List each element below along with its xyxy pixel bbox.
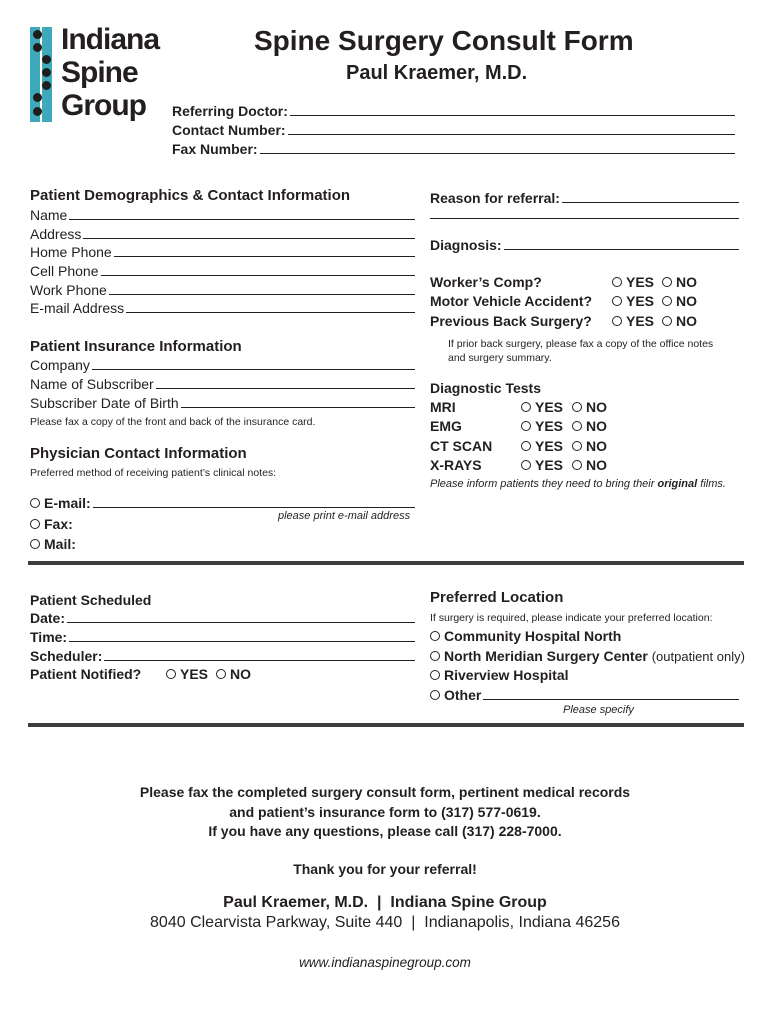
diagnosis-field[interactable]: Diagnosis: <box>430 237 739 253</box>
back-surgery-note: If prior back surgery, please fax a copy of the office notes and surgery summary. <box>448 338 714 364</box>
films-note: Please inform patients they need to bring their original films. <box>430 478 726 490</box>
website-link[interactable]: www.indianaspinegroup.com <box>299 955 471 970</box>
email-address-field[interactable]: E-mail Address <box>30 300 415 316</box>
subscriber-dob-field[interactable]: Subscriber Date of Birth <box>30 395 415 411</box>
radio-icon[interactable] <box>612 316 622 326</box>
footer-address: 8040 Clearvista Parkway, Suite 440 | Indianapolis, Indiana 46256 <box>150 914 620 931</box>
patient-notified-label: Patient Notified? <box>30 666 142 682</box>
radio-icon[interactable] <box>166 669 176 679</box>
test-mri-yes[interactable]: YES <box>521 399 563 415</box>
radio-icon[interactable] <box>216 669 226 679</box>
location-option-other[interactable]: Other <box>430 687 739 703</box>
mva-no[interactable]: NO <box>662 293 697 309</box>
company-field[interactable]: Company <box>30 357 415 373</box>
test-mri-no[interactable]: NO <box>572 399 607 415</box>
radio-icon[interactable] <box>521 402 531 412</box>
radio-icon[interactable] <box>572 441 582 451</box>
location-option-1[interactable]: Community Hospital North <box>430 628 621 644</box>
logo-spine-mark <box>27 27 55 122</box>
fax-option[interactable]: Fax: <box>30 516 73 532</box>
address-field[interactable]: Address <box>30 226 415 242</box>
name-field[interactable]: Name <box>30 207 415 223</box>
location-heading: Preferred Location <box>430 589 564 606</box>
section-divider <box>28 723 744 727</box>
radio-icon[interactable] <box>612 296 622 306</box>
radio-icon[interactable] <box>430 631 440 641</box>
radio-icon[interactable] <box>662 296 672 306</box>
workers-comp-no[interactable]: NO <box>662 274 697 290</box>
other-hint: Please specify <box>563 704 634 716</box>
mva-label: Motor Vehicle Accident? <box>430 293 593 309</box>
doctor-name: Paul Kraemer, M.D. <box>346 62 528 84</box>
test-ct-yes[interactable]: YES <box>521 438 563 454</box>
radio-icon[interactable] <box>521 441 531 451</box>
cell-phone-field[interactable]: Cell Phone <box>30 263 415 279</box>
email-option[interactable]: E-mail: <box>30 495 415 511</box>
time-field[interactable]: Time: <box>30 629 415 645</box>
patient-notified-no[interactable]: NO <box>216 666 251 682</box>
test-ct-no[interactable]: NO <box>572 438 607 454</box>
radio-icon[interactable] <box>662 316 672 326</box>
test-xray-label: X-RAYS <box>430 457 482 473</box>
physician-heading: Physician Contact Information <box>30 445 247 462</box>
subscriber-name-field[interactable]: Name of Subscriber <box>30 376 415 392</box>
workers-comp-label: Worker’s Comp? <box>430 274 542 290</box>
radio-icon[interactable] <box>662 277 672 287</box>
insurance-heading: Patient Insurance Information <box>30 338 242 355</box>
test-ct-label: CT SCAN <box>430 438 493 454</box>
back-surgery-yes[interactable]: YES <box>612 313 654 329</box>
home-phone-field[interactable]: Home Phone <box>30 244 415 260</box>
scheduler-field[interactable]: Scheduler: <box>30 648 415 664</box>
date-field[interactable]: Date: <box>30 610 415 626</box>
location-option-3[interactable]: Riverview Hospital <box>430 667 569 683</box>
mail-radio[interactable] <box>30 539 40 549</box>
test-emg-no[interactable]: NO <box>572 418 607 434</box>
test-xray-yes[interactable]: YES <box>521 457 563 473</box>
page-title: Spine Surgery Consult Form <box>254 25 634 56</box>
work-phone-field[interactable]: Work Phone <box>30 282 415 298</box>
referring-doctor-field[interactable]: Referring Doctor: <box>172 103 735 119</box>
reason-line-2[interactable] <box>430 218 739 219</box>
logo-line-3: Group <box>61 89 146 122</box>
location-note: If surgery is required, please indicate your preferred location: <box>430 612 713 624</box>
back-surgery-label: Previous Back Surgery? <box>430 313 592 329</box>
thank-you: Thank you for your referral! <box>293 861 477 877</box>
logo <box>27 23 167 123</box>
radio-icon[interactable] <box>612 277 622 287</box>
test-mri-label: MRI <box>430 399 456 415</box>
radio-icon[interactable] <box>430 651 440 661</box>
radio-icon[interactable] <box>521 421 531 431</box>
insurance-note: Please fax a copy of the front and back of the insurance card. <box>30 416 316 428</box>
schedule-heading: Patient Scheduled <box>30 592 152 608</box>
footer-org: Paul Kraemer, M.D. | Indiana Spine Group <box>223 894 547 911</box>
physician-note: Preferred method of receiving patient’s clinical notes: <box>30 467 277 479</box>
radio-icon[interactable] <box>572 460 582 470</box>
back-surgery-no[interactable]: NO <box>662 313 697 329</box>
email-radio[interactable] <box>30 498 40 508</box>
demographics-heading: Patient Demographics & Contact Information <box>30 187 351 204</box>
patient-notified-yes[interactable]: YES <box>166 666 208 682</box>
logo-line-1: Indiana <box>61 23 160 56</box>
radio-icon[interactable] <box>572 421 582 431</box>
email-hint: please print e-mail address <box>278 510 411 522</box>
radio-icon[interactable] <box>430 670 440 680</box>
logo-line-2: Spine <box>61 56 138 89</box>
fax-number-field[interactable]: Fax Number: <box>172 141 735 157</box>
section-divider <box>28 561 744 565</box>
mail-option[interactable]: Mail: <box>30 536 76 552</box>
workers-comp-yes[interactable]: YES <box>612 274 654 290</box>
fax-radio[interactable] <box>30 519 40 529</box>
test-emg-yes[interactable]: YES <box>521 418 563 434</box>
radio-icon[interactable] <box>430 690 440 700</box>
mva-yes[interactable]: YES <box>612 293 654 309</box>
logo-text <box>61 23 159 122</box>
reason-for-referral-field[interactable]: Reason for referral: <box>430 190 739 206</box>
test-emg-label: EMG <box>430 418 462 434</box>
radio-icon[interactable] <box>572 402 582 412</box>
test-xray-no[interactable]: NO <box>572 457 607 473</box>
footer-instructions: Please fax the completed surgery consult form, pertinent medical records and patient’s insurance form to (317) 577-0619. If you have any questions, please call (317) 228-7000. <box>139 784 631 839</box>
radio-icon[interactable] <box>521 460 531 470</box>
location-option-2[interactable]: North Meridian Surgery Center (outpatient only) <box>430 648 745 664</box>
contact-number-field[interactable]: Contact Number: <box>172 122 735 138</box>
diagnostic-tests-heading: Diagnostic Tests <box>430 380 541 396</box>
